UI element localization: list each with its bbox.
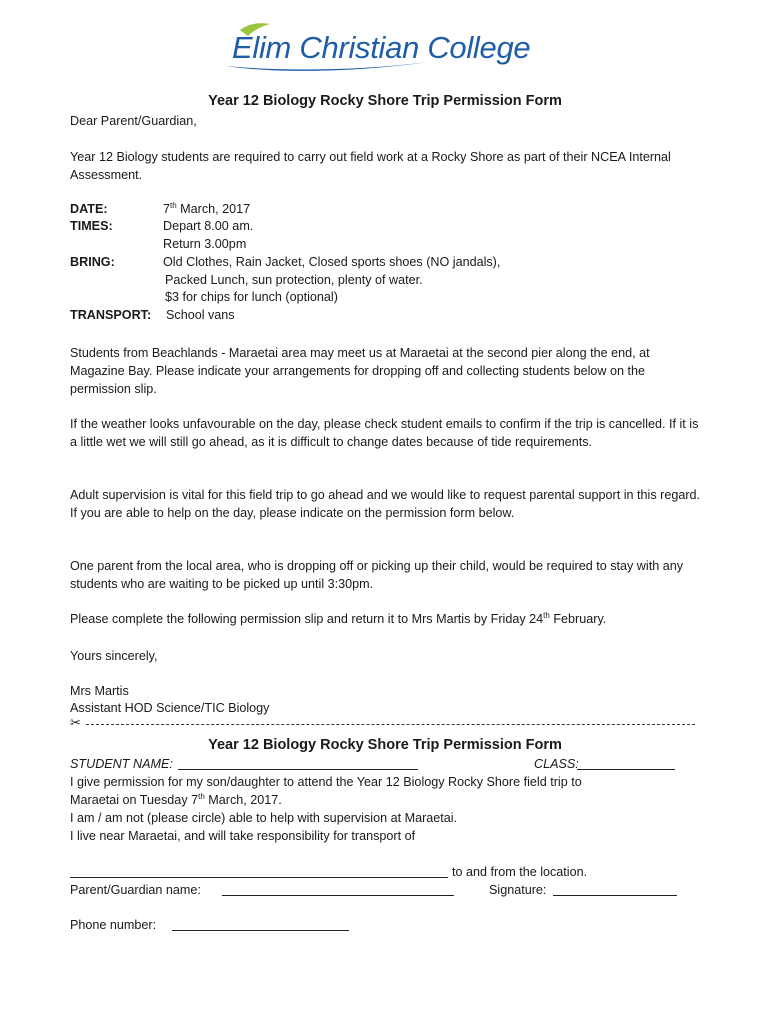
times-depart: Depart 8.00 am. [163,219,254,233]
transport-responsibility-line: I live near Maraetai, and will take responsibility for transport of [70,829,416,843]
dashed-divider [86,724,695,725]
parent-paragraph: One parent from the local area, who is dropping off or picking up their child, would be required to stay with any students who are waiting to be picked up until 3:30pm. [70,559,684,591]
logo-text: Elim Christian College [232,30,531,65]
weather-paragraph: If the weather looks unfavourable on the day, please check student emails to confirm if the trip is cancelled. If it is a little wet we will still go ahead, as it is difficult to change dates because of tide requirements. [70,417,699,449]
bring-line-3: $3 for chips for lunch (optional) [165,290,338,304]
help-line: I am / am not (please circle) able to help with supervision at Maraetai. [70,811,458,825]
bring-label: BRING: [70,255,115,269]
supervision-paragraph: Adult supervision is vital for this field trip to go ahead and we would like to request parental support in this regard. If you are able to help on the day, please indicate on the permission form below. [70,488,701,520]
transport-label: TRANSPORT: [70,308,152,322]
college-logo [218,22,558,74]
closing: Yours sincerely, [70,649,158,663]
letter-title: Year 12 Biology Rocky Shore Trip Permission Form [208,93,562,109]
date-value: 7th March, 2017 [163,200,251,216]
bring-line-2: Packed Lunch, sun protection, plenty of water. [165,273,423,287]
signature-label: Signature: [489,883,547,897]
bring-line-1: Old Clothes, Rain Jacket, Closed sports shoes (NO jandals), [163,255,501,269]
scissors-icon: ✂ [70,716,81,731]
phone-field[interactable] [172,918,349,931]
times-label: TIMES: [70,219,113,233]
return-paragraph: Please complete the following permission slip and return it to Mrs Martis by Friday 24th February. [70,610,607,626]
signer-name: Mrs Martis [70,684,129,698]
date-label: DATE: [70,202,108,216]
cut-line [70,716,695,732]
signature-field[interactable] [553,883,677,896]
transport-student-names-field[interactable] [70,865,448,878]
salutation: Dear Parent/Guardian, [70,114,197,128]
student-name-label: STUDENT NAME: [70,757,173,771]
intro-paragraph: Year 12 Biology students are required to carry out field work at a Rocky Shore as part of their NCEA Internal Assessment. [70,150,671,182]
phone-label: Phone number: [70,918,157,932]
slip-title: Year 12 Biology Rocky Shore Trip Permission Form [208,737,562,753]
guardian-name-label: Parent/Guardian name: [70,883,201,897]
class-field[interactable] [577,757,675,770]
guardian-name-field[interactable] [222,883,454,896]
transport-value: School vans [166,308,235,322]
times-return: Return 3.00pm [163,237,247,251]
beachlands-paragraph: Students from Beachlands - Maraetai area may meet us at Maraetai at the second pier along the end, at Magazine Bay. Please indicate your arrangements for dropping off and collecting students below on the permission slip. [70,346,650,396]
signer-title: Assistant HOD Science/TIC Biology [70,701,270,715]
class-label: CLASS: [534,757,579,771]
location-text: to and from the location. [452,865,588,879]
permission-line-2: Maraetai on Tuesday 7th March, 2017. [70,791,282,807]
student-name-field[interactable] [178,757,418,770]
permission-line-1: I give permission for my son/daughter to attend the Year 12 Biology Rocky Shore field trip to [70,775,582,789]
